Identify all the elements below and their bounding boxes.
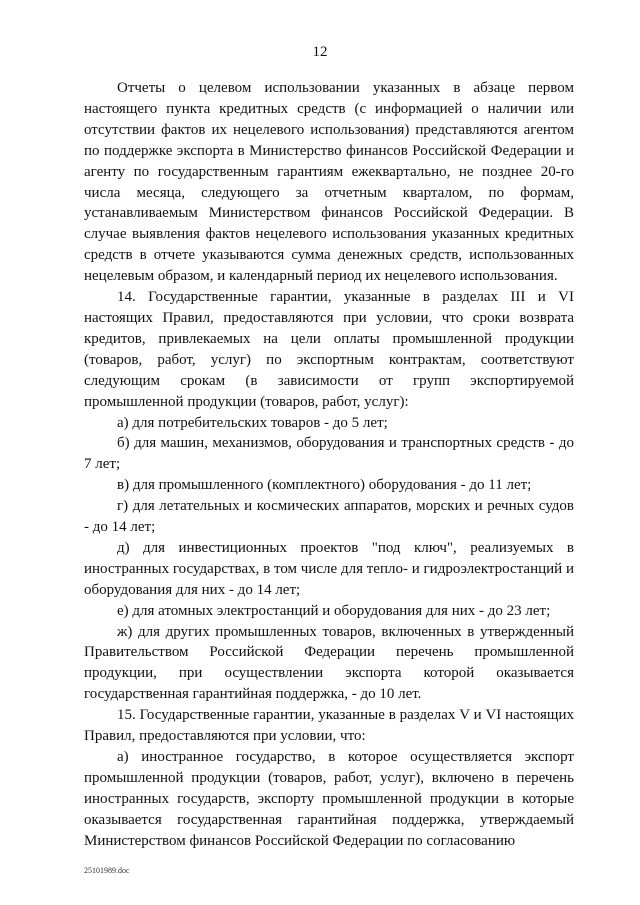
paragraph-report-usage: Отчеты о целевом использовании указанных в абзаце первом настоящего пункта кредитных средств (с информацией о наличии или отсутствии фактов их нецелевого использования) представляются агентом по поддержке экспорта в Министерство финансов Российской Федерации и агенту по государственным гарантиям ежеквартально, не позднее 20-го числа месяца, следующего за отчетным кварталом, по формам, устанавливаемым Министерством финансов Российской Федерации. В случае выявления фактов нецелевого использования указанных кредитных средств в отчете указываются сумма денежных средств, использованных нецелевым образом, и календарный период их нецелевого использования.: [84, 80, 574, 285]
list-item-14a: а) для потребительских товаров - до 5 лет;: [117, 414, 388, 431]
list-item-14v: в) для промышленного (комплектного) оборудования - до 11 лет;: [117, 477, 532, 494]
paragraph-item-14: 14. Государственные гарантии, указанные в разделах III и VI настоящих Правил, предоставляются при условии, что сроки возврата кредитов, привлекаемых на цели оплаты промышленной продукции (товаров, работ, услуг) по экспортным контрактам, соответствуют следующим срокам (в зависимости от групп экспортируемой промышленной продукции (товаров, работ, услуг):: [84, 289, 574, 410]
list-item-15a: а) иностранное государство, в которое осуществляется экспорт промышленной продукции (товаров, работ, услуг), включено в перечень иностранных государств, экспорту промышленной продукции в которые оказывается государственная гарантийная поддержка, утверждаемый Министерством финансов Российской Федерации по согласованию: [84, 749, 574, 849]
paragraph-item-15: 15. Государственные гарантии, указанные в разделах V и VI настоящих Правил, предоставляются при условии, что:: [84, 707, 574, 745]
page-number: 12: [312, 44, 328, 60]
list-item-14b: б) для машин, механизмов, оборудования и транспортных средств - до 7 лет;: [84, 435, 574, 473]
document-body: [84, 78, 574, 852]
list-item-14d: д) для инвестиционных проектов "под ключ", реализуемых в иностранных государствах, в том числе для тепло- и гидроэлектростанций и оборудования для них - до 14 лет;: [84, 539, 574, 598]
list-item-14zh: ж) для других промышленных товаров, включенных в утвержденный Правительством Российской Федерации перечень промышленной продукции, при осуществлении экспорта которой оказывается государственная гарантийная поддержка, - до 10 лет.: [84, 623, 574, 703]
file-code: 25101989.doc: [84, 866, 130, 875]
list-item-14g: г) для летательных и космических аппаратов, морских и речных судов - до 14 лет;: [84, 498, 574, 536]
list-item-14e: е) для атомных электростанций и оборудования для них - до 23 лет;: [117, 602, 551, 619]
